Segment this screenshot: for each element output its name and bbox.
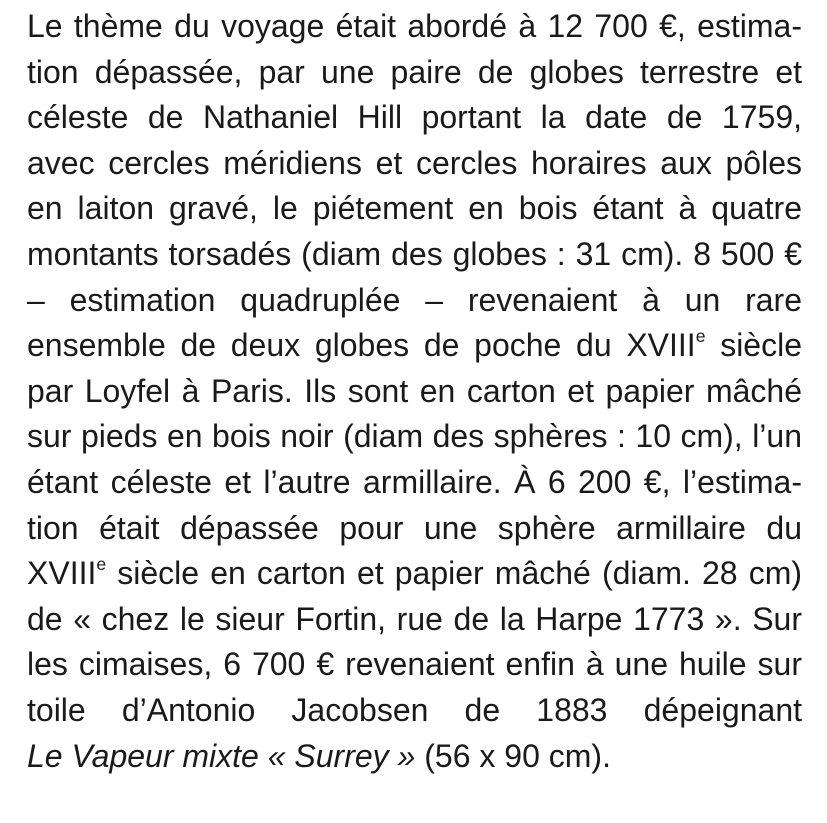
text-line (27, 734, 802, 780)
text-line: étant céleste et l’autre armillaire. À 6 200 €, l’estima- (27, 463, 802, 500)
text-line: céleste de Nathaniel Hill portant la date de 1759, (27, 99, 802, 136)
text-segment: XVIII (27, 555, 97, 592)
text-line: toile d’Antonio Jacobsen de 1883 dépeignant (27, 691, 802, 728)
text-line: Le thème du voyage était abordé à 12 700 €, estima- (27, 8, 802, 44)
article-paragraph (27, 4, 802, 779)
text-line (27, 323, 802, 369)
text-segment: (56 x 90 cm). (415, 737, 611, 774)
text-line: par Loyfel à Paris. Ils sont en carton et papier mâché (27, 372, 802, 409)
text-segment: ensemble de deux globes de poche du XVIII (27, 327, 696, 364)
superscript: e (695, 326, 706, 347)
superscript: e (96, 554, 107, 575)
text-segment: siècle en carton et papier mâché (diam. 28 cm) (106, 555, 802, 592)
text-line: montants torsadés (diam des globes : 31 cm). 8 500 € (27, 235, 802, 272)
text-segment: siècle (705, 327, 802, 364)
text-line: sur pieds en bois noir (diam des sphères : 10 cm), l’un (27, 418, 802, 455)
text-line: avec cercles méridiens et cercles horaires aux pôles (27, 144, 802, 181)
text-line (27, 551, 802, 597)
text-line: de « chez le sieur Fortin, rue de la Harpe 1773 ». Sur (27, 600, 802, 637)
text-line: tion était dépassée pour une sphère armillaire du (27, 509, 802, 546)
text-line: en laiton gravé, le piétement en bois étant à quatre (27, 190, 802, 227)
text-line: – estimation quadruplée – revenaient à un rare (27, 281, 802, 318)
artwork-title: Le Vapeur mixte « Surrey » (27, 737, 416, 774)
text-line: les cimaises, 6 700 € revenaient enfin à une huile sur (27, 646, 802, 683)
text-line: tion dépassée, par une paire de globes terrestre et (27, 53, 802, 90)
